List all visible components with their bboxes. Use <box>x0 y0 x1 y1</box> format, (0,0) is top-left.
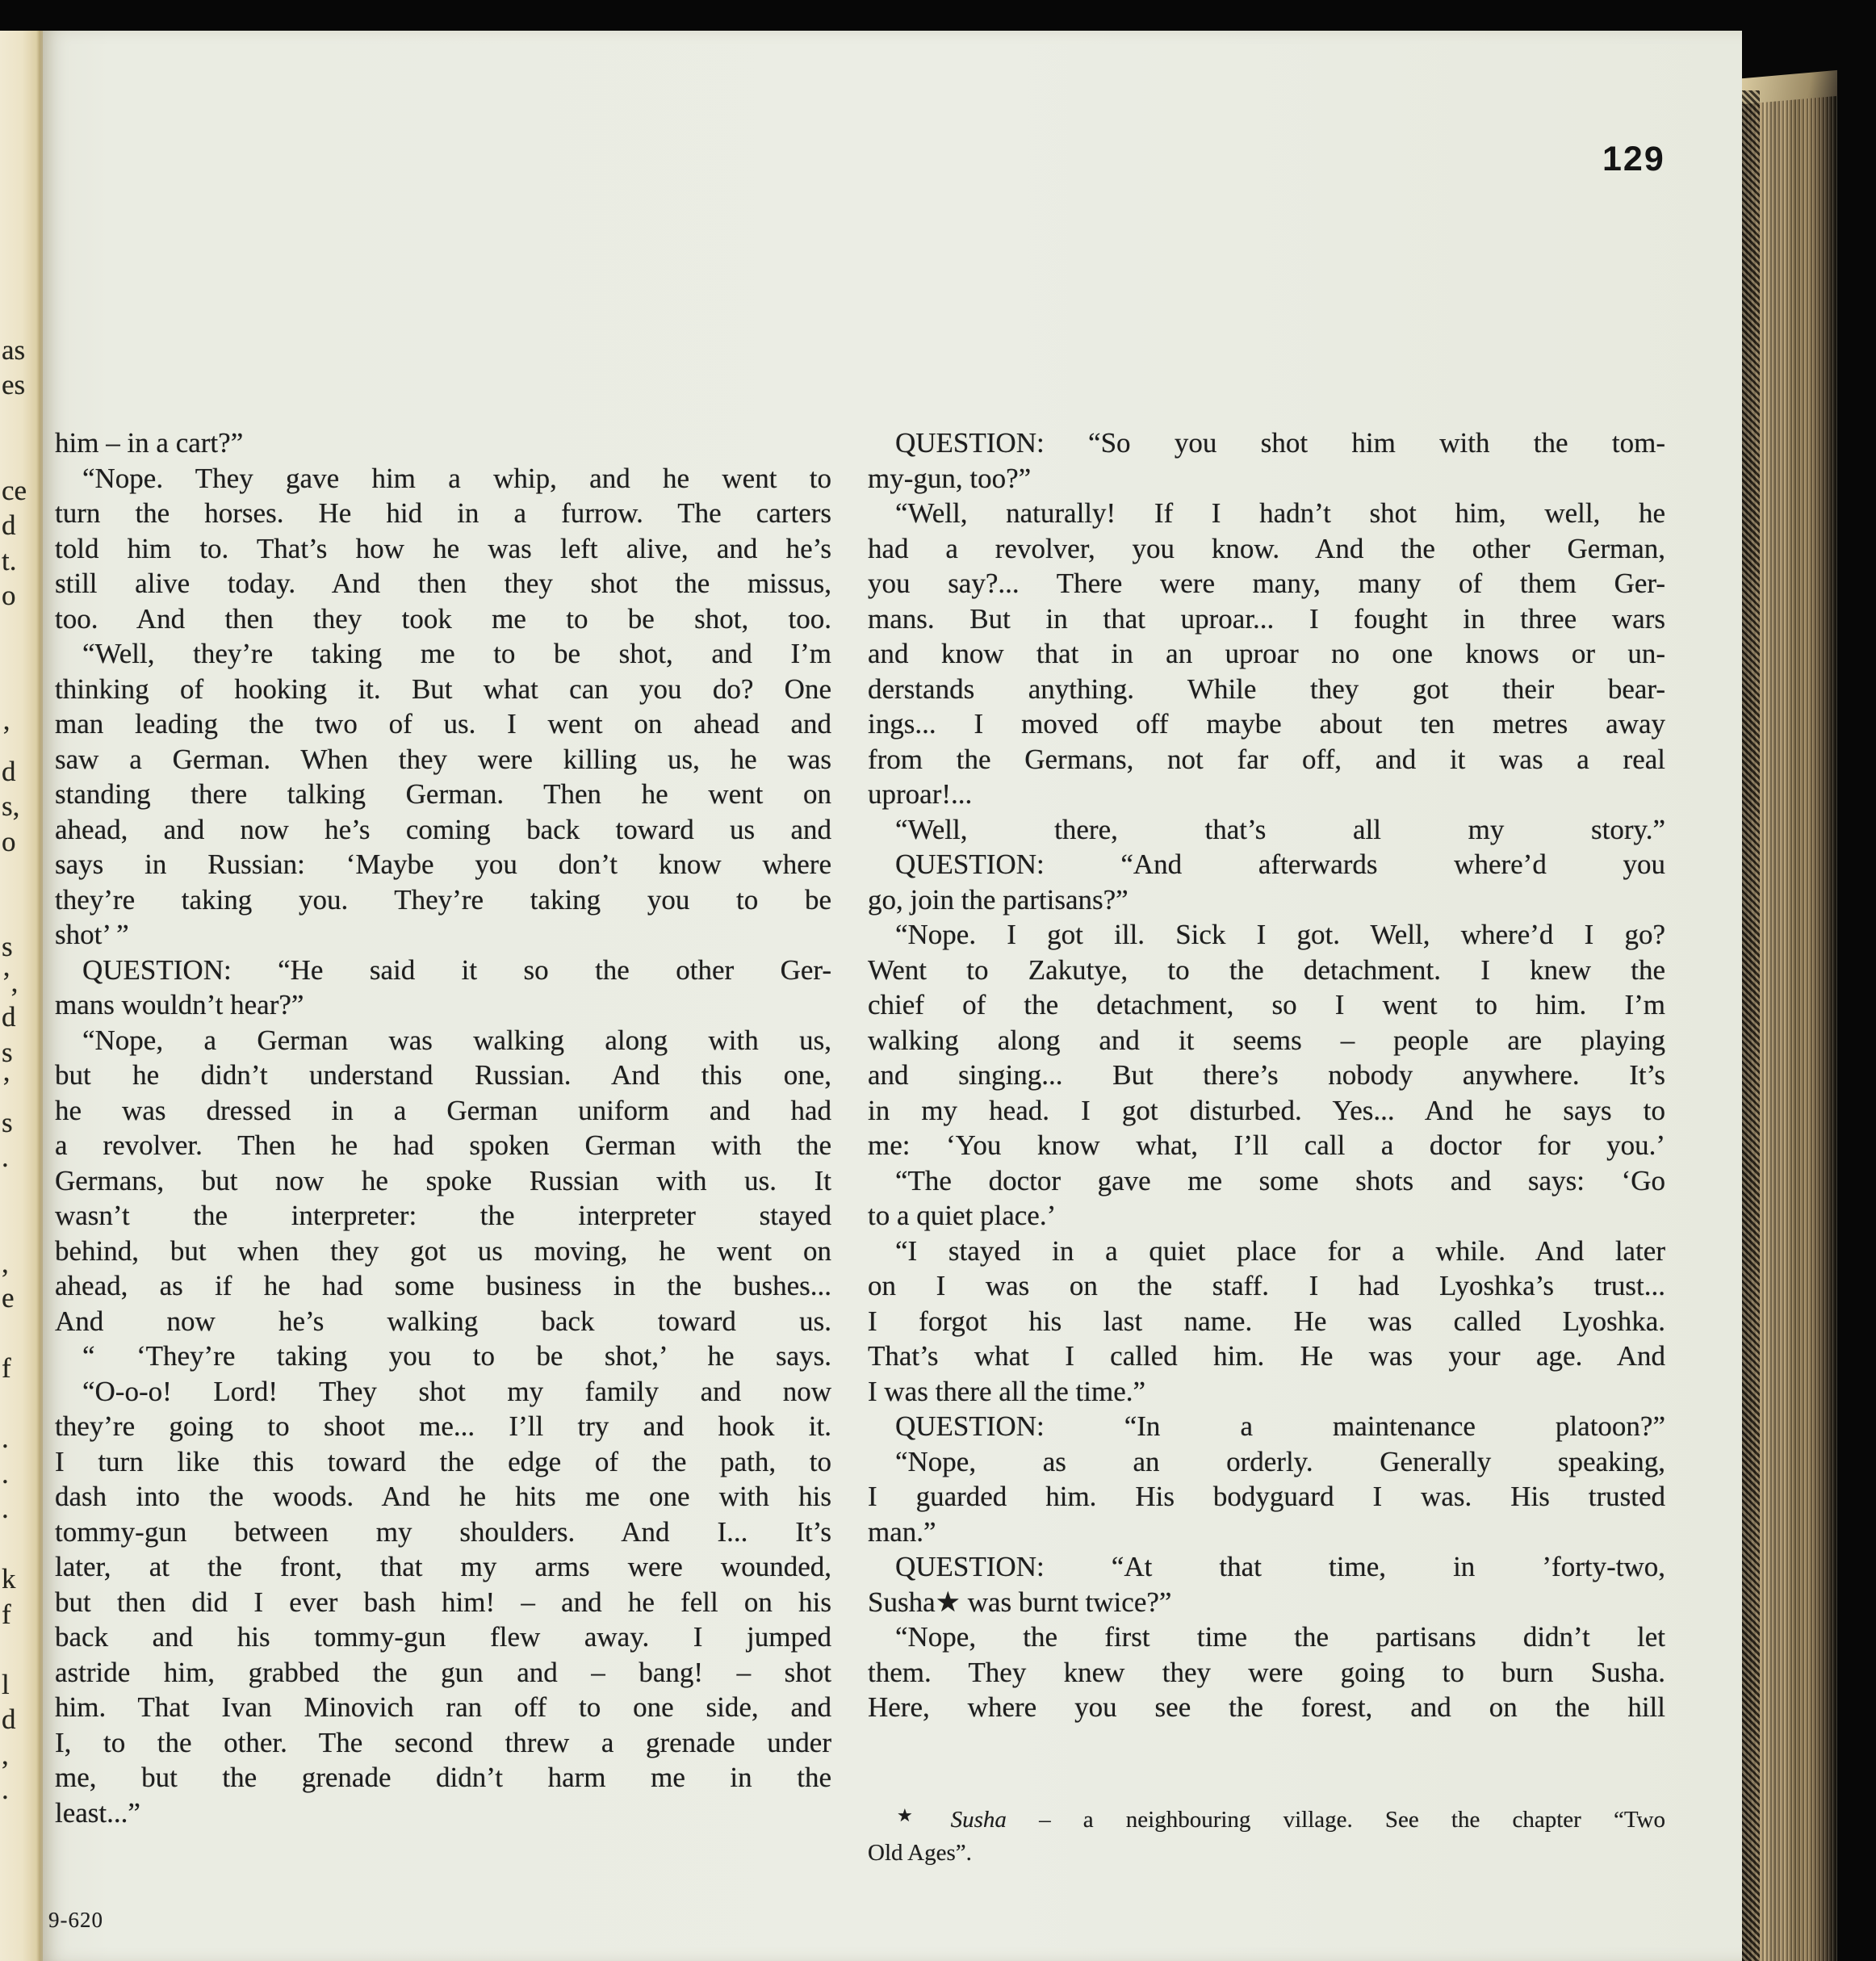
text-line: That’s what I called him. He was your age. And <box>868 1340 1665 1372</box>
text-line: walking along and it seems – people are playing <box>868 1024 1665 1056</box>
text-line: I was there all the time.” <box>868 1375 1146 1407</box>
text-line: in my head. I got disturbed. Yes... And he says to <box>868 1094 1665 1126</box>
page-number: 129 <box>1602 140 1665 178</box>
text-line: QUESTION: “And afterwards where’d you <box>895 849 1665 880</box>
text-line: I guarded him. His bodyguard I was. His trusted <box>868 1481 1665 1512</box>
text-column-right <box>868 425 1665 1725</box>
facing-page-fragment: t. <box>2 545 17 576</box>
text-line: they’re going to shoot me... I’ll try and hook it. <box>55 1410 831 1442</box>
text-line: behind, but when they got us moving, he went on <box>55 1234 831 1267</box>
facing-page-fragment: ce <box>2 475 27 506</box>
text-line: he was dressed in a German uniform and had <box>55 1094 831 1126</box>
text-line: on I was on the staff. I had Lyoshka’s trust... <box>868 1270 1665 1301</box>
facing-page-fragment: e <box>2 1282 15 1314</box>
facing-page-fragment: es <box>2 369 26 400</box>
text-line: thinking of hooking it. But what can you do? One <box>55 673 831 705</box>
text-line: tommy-gun between my shoulders. And I... It’s <box>55 1515 831 1548</box>
text-line: chief of the detachment, so I went to him. I’m <box>868 989 1665 1020</box>
text-line: man leading the two of us. I went on ahead and <box>55 708 831 740</box>
facing-page-fragment: , <box>2 1247 9 1279</box>
text-line: but he didn’t understand Russian. And this one, <box>55 1059 831 1091</box>
text-line: him. That Ivan Minovich ran off to one side, and <box>55 1691 831 1723</box>
text-line: him – in a cart?” <box>55 427 244 459</box>
text-line: had a revolver, you know. And the other German, <box>868 532 1665 564</box>
facing-page-fragment: ’ <box>2 1071 11 1103</box>
text-line: from the Germans, not far off, and it was a real <box>868 743 1665 775</box>
text-line: Went to Zakutye, to the detachment. I knew the <box>868 953 1665 986</box>
text-line: them. They knew they were going to burn Susha. <box>868 1656 1665 1688</box>
facing-page-fragment: d <box>2 756 16 787</box>
text-line: me: ‘You know what, I’ll call a doctor for you.’ <box>868 1129 1665 1161</box>
text-line: Germans, but now he spoke Russian with us. It <box>55 1164 831 1196</box>
text-line: you say?... There were many, many of them Ger- <box>868 568 1665 599</box>
footnote-line: Old Ages”. <box>868 1840 972 1866</box>
text-line: QUESTION: “In a maintenance platoon?” <box>895 1410 1665 1442</box>
text-line: a revolver. Then he had spoken German with the <box>55 1129 831 1161</box>
text-line: “Nope, the first time the partisans didn’t let <box>895 1621 1665 1653</box>
text-line: later, at the front, that my arms were wounded, <box>55 1551 831 1582</box>
footnote <box>868 1799 1665 1870</box>
footnote-text: – a neighbouring village. See the chapter “Two <box>1006 1807 1665 1833</box>
facing-page-fragment: k <box>2 1563 16 1594</box>
text-line: derstands anything. While they got their bear- <box>868 673 1665 705</box>
text-line: saw a German. When they were killing us, he was <box>55 743 831 775</box>
text-line: but then did I ever bash him! – and he fell on his <box>55 1586 831 1618</box>
facing-page-fragment: o <box>2 580 16 611</box>
facing-page-fragment: . <box>2 1142 9 1173</box>
text-line: “The doctor gave me some shots and says: ‘Go <box>895 1164 1665 1196</box>
facing-page-fragment: . <box>2 1493 9 1524</box>
text-line: QUESTION: “He said it so the other Ger- <box>82 953 831 986</box>
text-line: “I stayed in a quiet place for a while. And later <box>895 1234 1665 1267</box>
facing-page-fragment: s, <box>2 790 20 822</box>
text-line: mans wouldn’t hear?” <box>55 989 304 1020</box>
text-column-left <box>55 425 831 1830</box>
facing-page-fragment: o <box>2 826 16 857</box>
text-line: dash into the woods. And he hits me one with his <box>55 1481 831 1512</box>
text-line: astride him, grabbed the gun and – bang! – shot <box>55 1656 831 1688</box>
text-line: I, to the other. The second threw a grenade under <box>55 1726 831 1758</box>
text-line: ahead, and now he’s coming back toward us and <box>55 813 831 845</box>
text-line: And now he’s walking back toward us. <box>55 1305 831 1337</box>
text-line: ahead, as if he had some business in the bushes... <box>55 1270 831 1301</box>
facing-page-fragment: . <box>2 1423 9 1454</box>
facing-page-fragment: , <box>2 1739 9 1770</box>
text-line: least...” <box>55 1796 140 1829</box>
text-line: QUESTION: “At that time, in ’forty-two, <box>895 1551 1665 1582</box>
facing-page-fragment: s <box>2 931 13 962</box>
text-line: I forgot his last name. He was called Lyoshka. <box>868 1305 1665 1337</box>
book-page <box>43 31 1742 1961</box>
text-line: and singing... But there’s nobody anywhere. It’s <box>868 1059 1665 1091</box>
footnote-term: Susha <box>950 1807 1007 1833</box>
footnote-line <box>868 1799 1665 1837</box>
text-line: to a quiet place.’ <box>868 1200 1057 1231</box>
facing-page-fragment: f <box>2 1599 11 1630</box>
text-line: they’re taking you. They’re taking you to be <box>55 883 831 916</box>
facing-page-fragment: d <box>2 1703 16 1735</box>
text-line: go, join the partisans?” <box>868 883 1129 916</box>
text-line: “Nope. I got ill. Sick I got. Well, where’d I go? <box>895 919 1665 950</box>
facing-page-fragment: s <box>2 1107 13 1138</box>
facing-page-fragment: as <box>2 334 26 366</box>
text-line: says in Russian: ‘Maybe you don’t know where <box>55 849 831 880</box>
book-fore-edge <box>1742 90 1837 1961</box>
print-signature: 9-620 <box>48 1908 103 1932</box>
text-line: “Nope, a German was walking along with us, <box>82 1024 831 1056</box>
text-line: “O-o-o! Lord! They shot my family and now <box>82 1375 831 1407</box>
text-line: “ ‘They’re taking you to be shot,’ he says. <box>82 1340 831 1372</box>
text-line: “Nope. They gave him a whip, and he went to <box>82 462 831 494</box>
text-line: “Well, naturally! If I hadn’t shot him, well, he <box>895 497 1665 529</box>
text-line: man.” <box>868 1515 936 1548</box>
text-line: shot’ ” <box>55 919 129 950</box>
facing-page-fragment: d <box>2 509 16 541</box>
text-line: “Well, they’re taking me to be shot, and I’m <box>82 638 831 669</box>
text-line: wasn’t the interpreter: the interpreter stayed <box>55 1200 831 1231</box>
facing-page-fragment: s <box>2 1037 13 1068</box>
text-line: ings... I moved off maybe about ten metres away <box>868 708 1665 740</box>
text-line: uproar!... <box>868 778 973 810</box>
footnote-star-icon: ★ <box>897 1805 940 1825</box>
text-line: me, but the grenade didn’t harm me in the <box>55 1762 831 1793</box>
text-line: back and his tommy-gun flew away. I jumped <box>55 1621 831 1653</box>
text-line: Susha★ was burnt twice?” <box>868 1586 1172 1618</box>
text-line: told him to. That’s how he was left alive, and he’s <box>55 532 831 564</box>
text-line: still alive today. And then they shot the missus, <box>55 568 831 599</box>
text-line: I turn like this toward the edge of the path, to <box>55 1445 831 1477</box>
facing-page-fragment: l <box>2 1669 10 1700</box>
facing-page-fragment: ’, <box>2 966 19 998</box>
facing-page-fragment: . <box>2 1774 9 1805</box>
text-line: and know that in an uproar no one knows or un- <box>868 638 1665 669</box>
text-line: my-gun, too?” <box>868 462 1032 494</box>
text-line: turn the horses. He hid in a furrow. The carters <box>55 497 831 529</box>
facing-page-fragment: ’ <box>2 720 11 752</box>
text-line: Here, where you see the forest, and on the hill <box>868 1691 1665 1723</box>
text-line: standing there talking German. Then he went on <box>55 778 831 810</box>
facing-page-fragment: d <box>2 1001 16 1033</box>
facing-page-fragment: f <box>2 1352 11 1384</box>
text-line: “Well, there, that’s all my story.” <box>895 813 1665 845</box>
text-line: too. And then they took me to be shot, too. <box>55 602 831 635</box>
facing-page-edge <box>0 31 43 1961</box>
text-line: mans. But in that uproar... I fought in three wars <box>868 602 1665 635</box>
facing-page-fragment: . <box>2 1458 9 1490</box>
text-line: “Nope, as an orderly. Generally speaking, <box>895 1445 1665 1477</box>
text-line: QUESTION: “So you shot him with the tom- <box>895 427 1665 459</box>
